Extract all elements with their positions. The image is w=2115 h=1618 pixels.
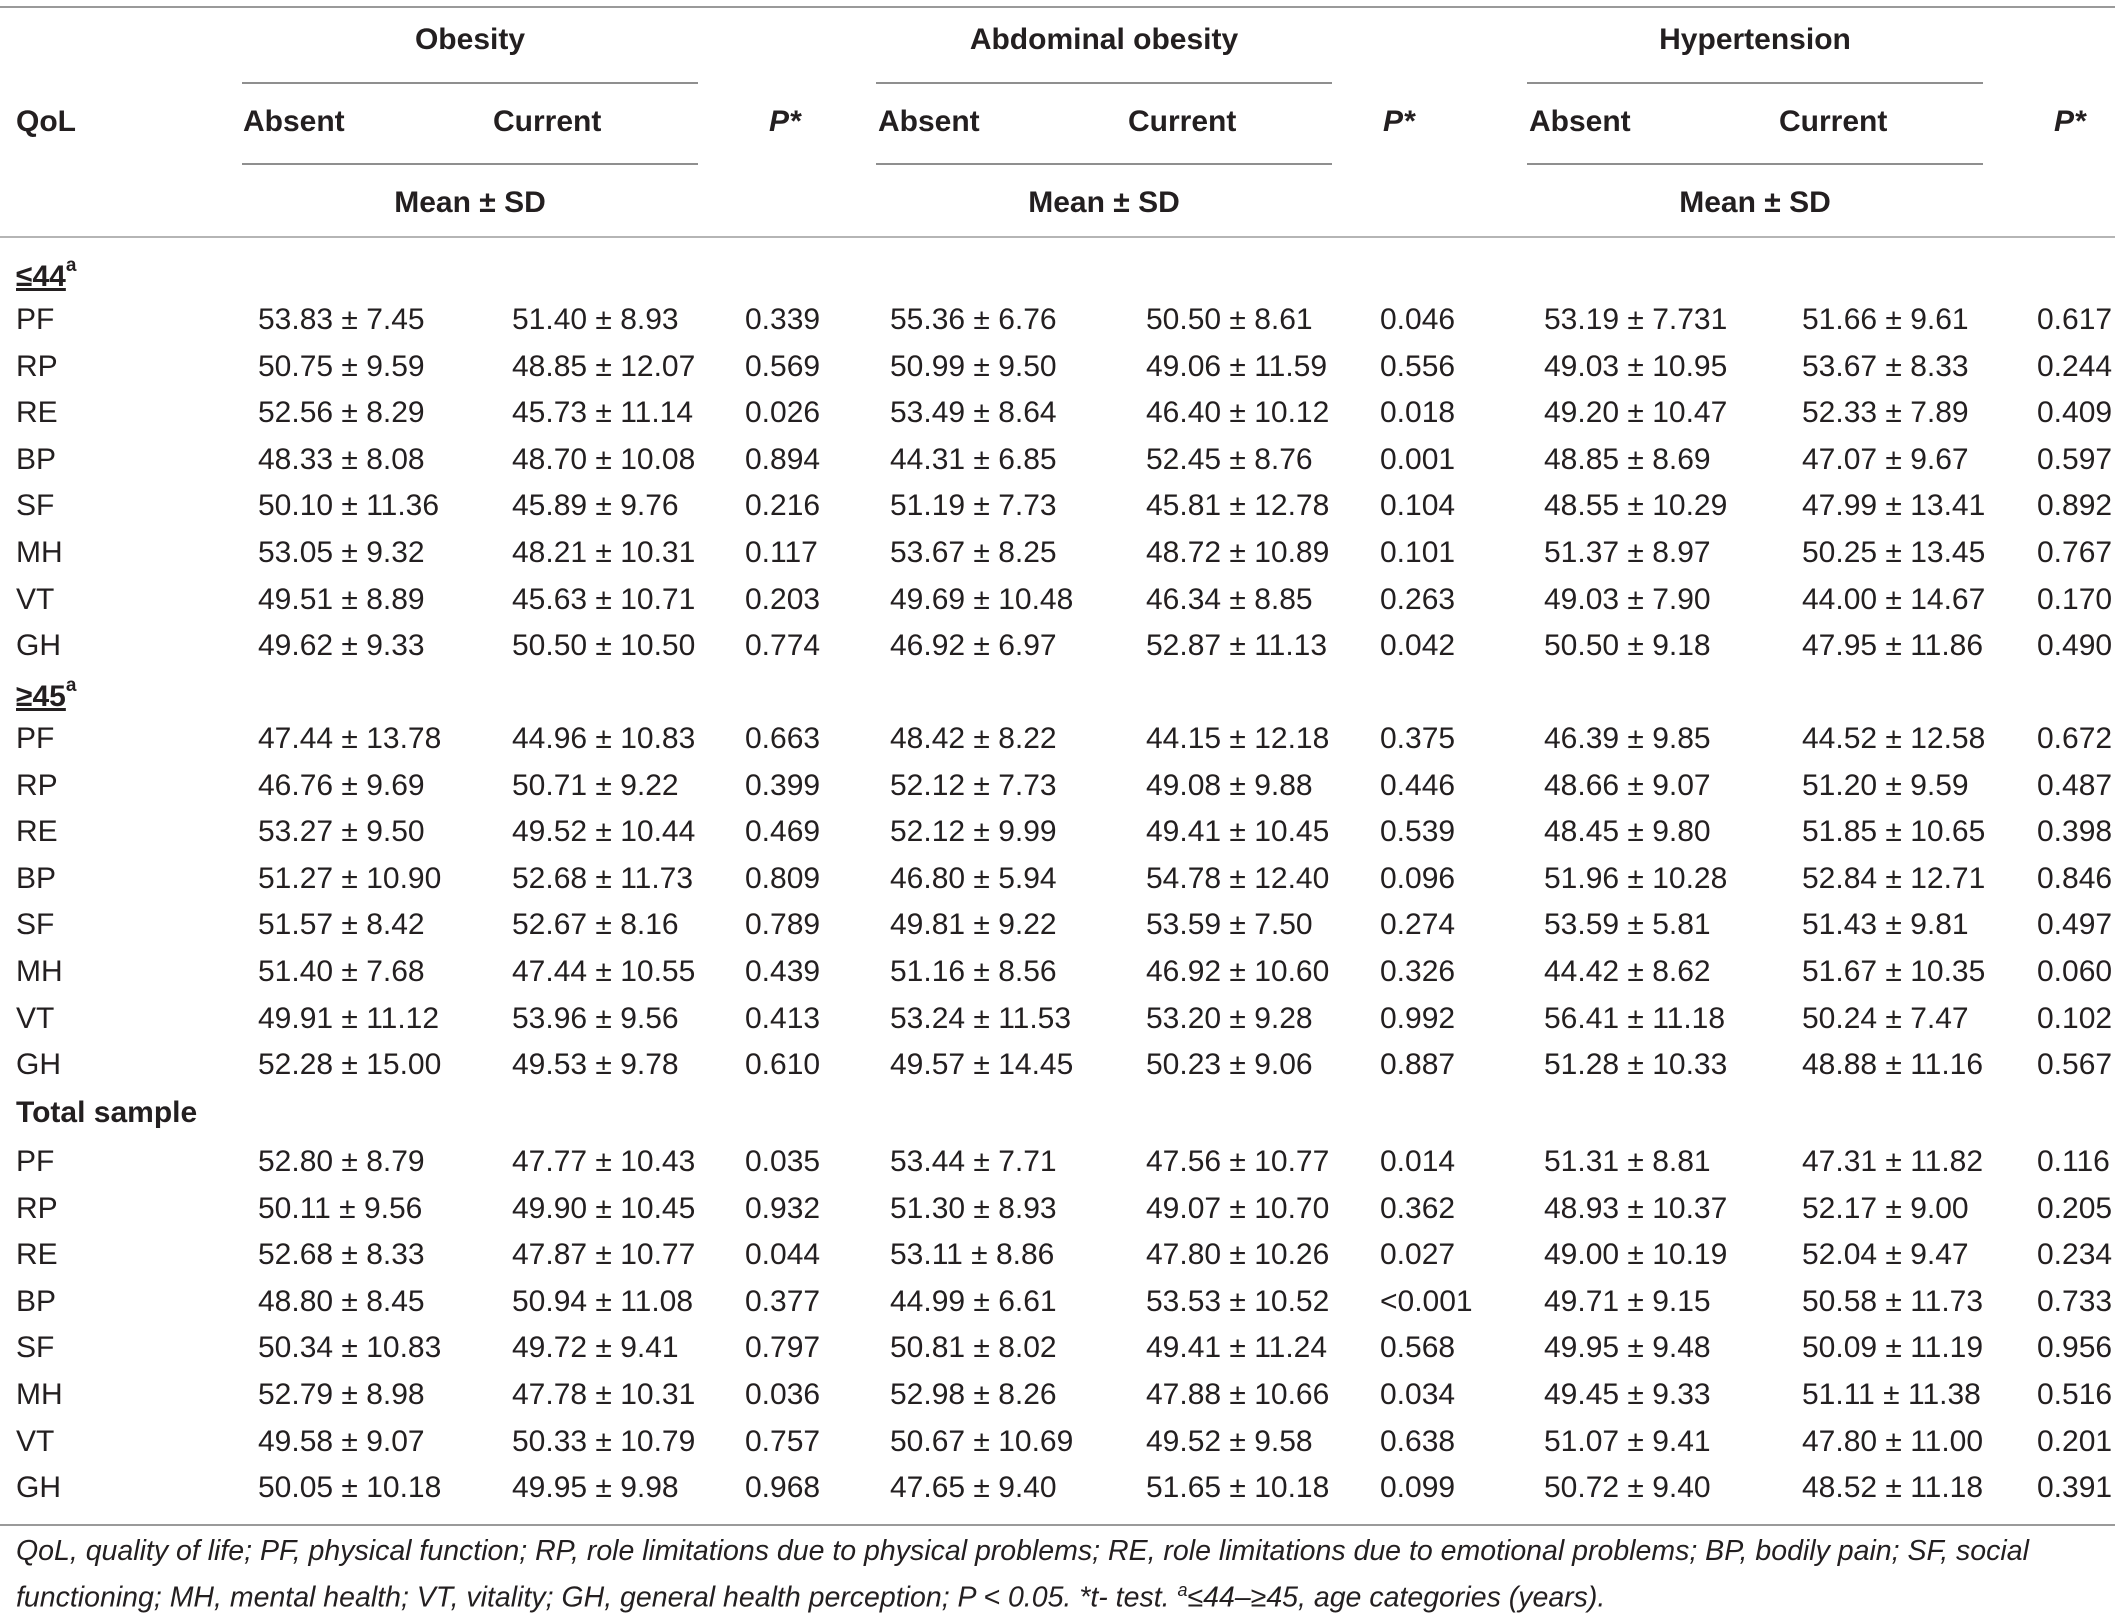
obesity-absent-cell: 52.28 ± 15.00 [258, 1048, 442, 1082]
hypertension-p-cell: 0.409 [2037, 396, 2113, 430]
group-header-obesity: Obesity [414, 23, 526, 56]
hypertension-current-cell: 52.04 ± 9.47 [1802, 1238, 1969, 1272]
qol-label-cell: MH [16, 536, 63, 569]
hypertension-absent-cell: 49.71 ± 9.15 [1544, 1284, 1711, 1318]
obesity-p-cell: 0.610 [745, 1048, 821, 1082]
abdominal-p-cell: 0.539 [1380, 815, 1456, 849]
hypertension-p-cell: 0.892 [2037, 489, 2113, 523]
obesity-p-cell: 0.469 [745, 815, 821, 849]
hypertension-current-cell: 51.67 ± 10.35 [1802, 955, 1986, 988]
abdominal-p-cell: <0.001 [1380, 1284, 1473, 1318]
table-top-rule [0, 6, 2115, 8]
obesity-absent-cell: 52.79 ± 8.98 [258, 1378, 425, 1411]
obesity-p-cell: 0.774 [745, 629, 821, 663]
abdominal-absent-cell: 49.57 ± 14.45 [890, 1048, 1074, 1082]
table-row [0, 1465, 2115, 1511]
obesity-current-cell: 52.68 ± 11.73 [512, 861, 694, 895]
abdominal-current-cell: 47.56 ± 10.77 [1146, 1145, 1330, 1178]
abdominal-absent-cell: 49.69 ± 10.48 [890, 582, 1074, 616]
abdominal-absent-cell: 46.80 ± 5.94 [890, 861, 1057, 895]
qol-label-cell: RE [16, 815, 58, 849]
obesity-absent-cell: 49.51 ± 8.89 [258, 582, 425, 616]
hypertension-absent-cell: 46.39 ± 9.85 [1544, 722, 1711, 755]
hypertension-p-cell: 0.497 [2037, 908, 2113, 942]
hypertension-absent-cell: 51.07 ± 9.41 [1544, 1424, 1711, 1458]
qol-label-cell: SF [16, 908, 55, 942]
obesity-p-cell: 0.035 [745, 1145, 821, 1178]
obesity-current-cell: 48.85 ± 12.07 [512, 349, 696, 383]
hypertension-absent-cell: 48.66 ± 9.07 [1544, 768, 1711, 802]
abdominal-absent-cell: 48.42 ± 8.22 [890, 722, 1057, 755]
obesity-p-cell: 0.203 [745, 582, 821, 616]
abdominal-absent-cell: 52.98 ± 8.26 [890, 1378, 1057, 1411]
hypertension-p-cell: 0.244 [2037, 349, 2113, 383]
abdominal-p-cell: 0.042 [1380, 629, 1456, 663]
group-rule-abdominal-obesity [876, 82, 1332, 84]
hypertension-p-cell: 0.956 [2037, 1331, 2113, 1365]
hypertension-absent-cell: 48.93 ± 10.37 [1544, 1191, 1728, 1225]
hypertension-current-cell: 52.84 ± 12.71 [1802, 861, 1986, 895]
abdominal-current-cell: 47.88 ± 10.66 [1146, 1378, 1330, 1411]
hypertension-p-cell: 0.398 [2037, 815, 2113, 849]
abdominal-current-cell: 48.72 ± 10.89 [1146, 536, 1330, 569]
mean-sd-header-obesity: Mean ± SD [394, 186, 546, 219]
abdominal-absent-header: Absent [878, 105, 980, 138]
obesity-absent-header: Absent [243, 105, 345, 138]
obesity-current-cell: 45.63 ± 10.71 [512, 582, 696, 616]
hypertension-current-cell: 47.80 ± 11.00 [1802, 1424, 1984, 1458]
hypertension-absent-cell: 48.85 ± 8.69 [1544, 442, 1711, 476]
qol-label-cell: RP [16, 768, 58, 802]
abdominal-absent-cell: 52.12 ± 7.73 [890, 768, 1057, 802]
abdominal-p-cell: 0.274 [1380, 908, 1456, 942]
obesity-p-cell: 0.932 [745, 1191, 821, 1225]
hypertension-current-cell: 48.52 ± 11.18 [1802, 1471, 1984, 1505]
group-header-abdominal-obesity: Abdominal obesity [969, 23, 1239, 56]
hypertension-current-cell: 52.33 ± 7.89 [1802, 396, 1969, 430]
obesity-current-cell: 49.90 ± 10.45 [512, 1191, 696, 1225]
obesity-p-cell: 0.117 [745, 536, 818, 569]
obesity-absent-cell: 50.75 ± 9.59 [258, 349, 425, 383]
hypertension-absent-cell: 51.31 ± 8.81 [1544, 1145, 1711, 1178]
abdominal-current-cell: 49.41 ± 11.24 [1146, 1331, 1328, 1365]
abdominal-current-cell: 51.65 ± 10.18 [1146, 1471, 1330, 1505]
abdominal-current-cell: 47.80 ± 10.26 [1146, 1238, 1330, 1272]
abdominal-p-cell: 0.375 [1380, 722, 1456, 755]
obesity-current-cell: 50.33 ± 10.79 [512, 1424, 696, 1458]
hypertension-absent-cell: 50.72 ± 9.40 [1544, 1471, 1711, 1505]
abdominal-absent-cell: 53.24 ± 11.53 [890, 1001, 1072, 1035]
obesity-absent-cell: 53.27 ± 9.50 [258, 815, 425, 849]
obesity-p-cell: 0.894 [745, 442, 821, 476]
abdominal-p-cell: 0.992 [1380, 1001, 1456, 1035]
obesity-absent-cell: 49.91 ± 11.12 [258, 1001, 440, 1035]
table-row [0, 623, 2115, 669]
qol-label-cell: MH [16, 1378, 63, 1411]
obesity-current-cell: 49.95 ± 9.98 [512, 1471, 679, 1505]
abdominal-p-cell: 0.034 [1380, 1378, 1456, 1411]
obesity-absent-cell: 48.80 ± 8.45 [258, 1284, 425, 1318]
obesity-current-cell: 45.73 ± 11.14 [512, 396, 694, 430]
obesity-p-cell: 0.757 [745, 1424, 821, 1458]
hypertension-p-cell: 0.234 [2037, 1238, 2113, 1272]
table-row [0, 856, 2115, 902]
hypertension-current-cell: 48.88 ± 11.16 [1802, 1048, 1984, 1082]
hypertension-p-cell: 0.567 [2037, 1048, 2113, 1082]
hypertension-p-cell: 0.116 [2037, 1145, 2110, 1178]
hypertension-p-cell: 0.205 [2037, 1191, 2113, 1225]
abdominal-p-cell: 0.027 [1380, 1238, 1456, 1272]
section-title-age-45: $\ge 45^a$ [16, 675, 77, 713]
obesity-current-header: Current [493, 105, 602, 138]
subgroup-rule-obesity [242, 163, 698, 165]
obesity-p-cell: 0.044 [745, 1238, 821, 1272]
abdominal-current-cell: 44.15 ± 12.18 [1146, 722, 1330, 755]
abdominal-absent-cell: 53.44 ± 7.71 [890, 1145, 1057, 1178]
obesity-absent-cell: 50.11 ± 9.56 [258, 1191, 423, 1225]
obesity-current-cell: 52.67 ± 8.16 [512, 908, 679, 942]
obesity-absent-cell: 53.05 ± 9.32 [258, 536, 425, 569]
abdominal-current-header: Current [1128, 105, 1237, 138]
abdominal-absent-cell: 47.65 ± 9.40 [890, 1471, 1057, 1505]
obesity-p-cell: 0.797 [745, 1331, 821, 1365]
table-row [0, 577, 2115, 623]
obesity-current-cell: 47.77 ± 10.43 [512, 1145, 696, 1178]
qol-label-cell: BP [16, 1284, 57, 1318]
obesity-absent-cell: 50.05 ± 10.18 [258, 1471, 442, 1505]
abdominal-absent-cell: 53.67 ± 8.25 [890, 536, 1057, 569]
hypertension-absent-cell: 49.45 ± 9.33 [1544, 1378, 1711, 1411]
hypertension-absent-cell: 56.41 ± 11.18 [1544, 1001, 1726, 1035]
hypertension-current-cell: 47.07 ± 9.67 [1802, 442, 1969, 476]
abdominal-p-cell: 0.018 [1380, 396, 1456, 430]
hypertension-current-cell: 50.58 ± 11.73 [1802, 1284, 1984, 1318]
abdominal-current-cell: 52.87 ± 11.13 [1146, 629, 1328, 663]
abdominal-absent-cell: 53.11 ± 8.86 [890, 1238, 1055, 1272]
hypertension-p-cell: 0.060 [2037, 955, 2113, 988]
obesity-absent-cell: 50.10 ± 11.36 [258, 489, 440, 523]
abdominal-absent-cell: 50.99 ± 9.50 [890, 349, 1057, 383]
abdominal-p-header: P* [1383, 105, 1415, 138]
header-bottom-rule [0, 236, 2115, 238]
hypertension-current-cell: 50.24 ± 7.47 [1802, 1001, 1969, 1035]
abdominal-current-cell: 46.40 ± 10.12 [1146, 396, 1330, 430]
table-row [0, 1186, 2115, 1232]
obesity-p-cell: 0.036 [745, 1378, 821, 1411]
obesity-current-cell: 47.44 ± 10.55 [512, 955, 696, 988]
hypertension-current-cell: 50.09 ± 11.19 [1802, 1331, 1984, 1365]
obesity-p-cell: 0.377 [745, 1284, 821, 1318]
qol-label-cell: PF [16, 303, 55, 336]
abdominal-current-cell: 45.81 ± 12.78 [1146, 489, 1330, 523]
table-row [0, 483, 2115, 529]
obesity-p-cell: 0.413 [745, 1001, 821, 1035]
obesity-absent-cell: 52.56 ± 8.29 [258, 396, 425, 430]
obesity-current-cell: 49.53 ± 9.78 [512, 1048, 679, 1082]
hypertension-absent-cell: 53.59 ± 5.81 [1544, 908, 1711, 942]
table-row [0, 1419, 2115, 1465]
hypertension-absent-cell: 51.37 ± 8.97 [1544, 536, 1711, 569]
hypertension-p-cell: 0.490 [2037, 629, 2113, 663]
hypertension-current-cell: 44.00 ± 14.67 [1802, 582, 1986, 616]
abdominal-absent-cell: 44.99 ± 6.61 [890, 1284, 1057, 1318]
obesity-absent-cell: 46.76 ± 9.69 [258, 768, 425, 802]
hypertension-absent-cell: 50.50 ± 9.18 [1544, 629, 1711, 663]
hypertension-current-cell: 51.43 ± 9.81 [1802, 908, 1969, 942]
hypertension-absent-header: Absent [1529, 105, 1631, 138]
hypertension-p-cell: 0.391 [2037, 1471, 2113, 1505]
qol-label-cell: VT [16, 1424, 55, 1458]
table-row [0, 763, 2115, 809]
hypertension-current-cell: 50.25 ± 13.45 [1802, 536, 1986, 569]
obesity-p-cell: 0.339 [745, 303, 821, 336]
obesity-absent-cell: 51.40 ± 7.68 [258, 955, 425, 988]
obesity-current-cell: 50.71 ± 9.22 [512, 768, 679, 802]
obesity-absent-cell: 49.58 ± 9.07 [258, 1424, 425, 1458]
table-row [0, 1139, 2115, 1185]
hypertension-absent-cell: 48.45 ± 9.80 [1544, 815, 1711, 849]
hypertension-current-cell: 52.17 ± 9.00 [1802, 1191, 1969, 1225]
qol-label-cell: PF [16, 1145, 55, 1178]
abdominal-absent-cell: 51.19 ± 7.73 [890, 489, 1057, 523]
hypertension-current-header: Current [1779, 105, 1888, 138]
obesity-p-cell: 0.809 [745, 861, 821, 895]
obesity-current-cell: 51.40 ± 8.93 [512, 303, 679, 336]
obesity-current-cell: 48.21 ± 10.31 [512, 536, 696, 569]
obesity-p-cell: 0.399 [745, 768, 821, 802]
abdominal-current-cell: 54.78 ± 12.40 [1146, 861, 1330, 895]
qol-label-cell: VT [16, 582, 55, 616]
subgroup-rule-abdominal-obesity [876, 163, 1332, 165]
obesity-absent-cell: 53.83 ± 7.45 [258, 303, 425, 336]
qol-label-cell: SF [16, 489, 55, 523]
qol-label-cell: BP [16, 861, 57, 895]
abdominal-p-cell: 0.556 [1380, 349, 1456, 383]
obesity-p-cell: 0.789 [745, 908, 821, 942]
abdominal-absent-cell: 46.92 ± 6.97 [890, 629, 1057, 663]
hypertension-current-cell: 44.52 ± 12.58 [1802, 722, 1986, 755]
obesity-absent-cell: 48.33 ± 8.08 [258, 442, 425, 476]
obesity-absent-cell: 47.44 ± 13.78 [258, 722, 442, 755]
abdominal-p-cell: 0.046 [1380, 303, 1456, 336]
hypertension-absent-cell: 51.28 ± 10.33 [1544, 1048, 1728, 1082]
subgroup-rule-hypertension [1527, 163, 1983, 165]
obesity-current-cell: 50.94 ± 11.08 [512, 1284, 694, 1318]
qol-label-cell: BP [16, 442, 57, 476]
obesity-p-header: P* [769, 105, 801, 138]
hypertension-current-cell: 51.66 ± 9.61 [1802, 303, 1969, 336]
obesity-p-cell: 0.439 [745, 955, 821, 988]
hypertension-p-cell: 0.201 [2037, 1424, 2113, 1458]
obesity-p-cell: 0.569 [745, 349, 821, 383]
hypertension-p-cell: 0.767 [2037, 536, 2113, 569]
table-row [0, 297, 2115, 343]
abdominal-p-cell: 0.568 [1380, 1331, 1456, 1365]
obesity-absent-cell: 52.80 ± 8.79 [258, 1145, 425, 1178]
hypertension-current-cell: 51.11 ± 11.38 [1802, 1378, 1981, 1411]
hypertension-p-cell: 0.846 [2037, 861, 2113, 895]
abdominal-absent-cell: 50.81 ± 8.02 [890, 1331, 1057, 1365]
obesity-p-cell: 0.216 [745, 489, 821, 523]
abdominal-absent-cell: 52.12 ± 9.99 [890, 815, 1057, 849]
table-row [0, 716, 2115, 762]
hypertension-p-cell: 0.597 [2037, 442, 2113, 476]
abdominal-p-cell: 0.887 [1380, 1048, 1456, 1082]
hypertension-current-cell: 47.99 ± 13.41 [1802, 489, 1986, 523]
hypertension-p-cell: 0.516 [2037, 1378, 2113, 1411]
abdominal-p-cell: 0.326 [1380, 955, 1456, 988]
hypertension-current-cell: 47.95 ± 11.86 [1802, 629, 1984, 663]
abdominal-current-cell: 50.50 ± 8.61 [1146, 303, 1313, 336]
mean-sd-header-hypertension: Mean ± SD [1679, 186, 1831, 219]
table-row [0, 996, 2115, 1042]
abdominal-current-cell: 53.20 ± 9.28 [1146, 1001, 1313, 1035]
obesity-current-cell: 45.89 ± 9.76 [512, 489, 679, 523]
obesity-current-cell: 47.78 ± 10.31 [512, 1378, 696, 1411]
table-row [0, 809, 2115, 855]
table-bottom-rule [0, 1524, 2115, 1526]
obesity-absent-cell: 49.62 ± 9.33 [258, 629, 425, 663]
table-row [0, 1042, 2115, 1088]
abdominal-current-cell: 53.59 ± 7.50 [1146, 908, 1313, 942]
qol-label-cell: PF [16, 722, 55, 755]
hypertension-p-cell: 0.487 [2037, 768, 2113, 802]
hypertension-p-header: P* [2054, 105, 2086, 138]
mean-sd-header-abdominal-obesity: Mean ± SD [1028, 186, 1180, 219]
hypertension-absent-cell: 51.96 ± 10.28 [1544, 861, 1728, 895]
abdominal-absent-cell: 51.16 ± 8.56 [890, 955, 1057, 988]
abdominal-current-cell: 46.34 ± 8.85 [1146, 582, 1313, 616]
abdominal-current-cell: 49.52 ± 9.58 [1146, 1424, 1313, 1458]
abdominal-current-cell: 49.08 ± 9.88 [1146, 768, 1313, 802]
qol-label-cell: RP [16, 349, 58, 383]
hypertension-current-cell: 47.31 ± 11.82 [1802, 1145, 1984, 1178]
table-row [0, 437, 2115, 483]
abdominal-p-cell: 0.101 [1380, 536, 1456, 569]
abdominal-p-cell: 0.638 [1380, 1424, 1456, 1458]
hypertension-absent-cell: 49.20 ± 10.47 [1544, 396, 1728, 430]
table-row [0, 1372, 2115, 1418]
qol-label-cell: VT [16, 1001, 55, 1035]
table-row [0, 1279, 2115, 1325]
abdominal-p-cell: 0.096 [1380, 861, 1456, 895]
obesity-current-cell: 49.72 ± 9.41 [512, 1331, 679, 1365]
qol-label-cell: GH [16, 1048, 61, 1082]
hypertension-absent-cell: 49.95 ± 9.48 [1544, 1331, 1711, 1365]
qol-label-cell: RP [16, 1191, 58, 1225]
abdominal-current-cell: 46.92 ± 10.60 [1146, 955, 1330, 988]
obesity-absent-cell: 50.34 ± 10.83 [258, 1331, 442, 1365]
abdominal-current-cell: 49.41 ± 10.45 [1146, 815, 1330, 849]
abdominal-absent-cell: 51.30 ± 8.93 [890, 1191, 1057, 1225]
hypertension-absent-cell: 48.55 ± 10.29 [1544, 489, 1728, 523]
abdominal-absent-cell: 49.81 ± 9.22 [890, 908, 1057, 942]
table-row [0, 344, 2115, 390]
abdominal-p-cell: 0.446 [1380, 768, 1456, 802]
table-row [0, 390, 2115, 436]
hypertension-absent-cell: 49.03 ± 7.90 [1544, 582, 1711, 616]
hypertension-current-cell: 51.85 ± 10.65 [1802, 815, 1986, 849]
abdominal-p-cell: 0.362 [1380, 1191, 1456, 1225]
hypertension-p-cell: 0.102 [2037, 1001, 2113, 1035]
abdominal-absent-cell: 50.67 ± 10.69 [890, 1424, 1074, 1458]
obesity-absent-cell: 51.27 ± 10.90 [258, 861, 442, 895]
abdominal-absent-cell: 55.36 ± 6.76 [890, 303, 1057, 336]
hypertension-p-cell: 0.170 [2037, 582, 2113, 616]
table-row [0, 902, 2115, 948]
obesity-p-cell: 0.663 [745, 722, 821, 755]
obesity-p-cell: 0.968 [745, 1471, 821, 1505]
group-rule-obesity [242, 82, 698, 84]
abdominal-p-cell: 0.099 [1380, 1471, 1456, 1505]
table-row [0, 530, 2115, 576]
section-title-age-44: $\le 44^a$ [16, 255, 77, 293]
obesity-p-cell: 0.026 [745, 396, 821, 430]
qol-label-cell: RE [16, 1238, 58, 1272]
abdominal-current-cell: 50.23 ± 9.06 [1146, 1048, 1313, 1082]
abdominal-p-cell: 0.263 [1380, 582, 1456, 616]
qol-label-cell: SF [16, 1331, 55, 1365]
abdominal-current-cell: 49.07 ± 10.70 [1146, 1191, 1330, 1225]
abdominal-current-cell: 53.53 ± 10.52 [1146, 1284, 1330, 1318]
hypertension-p-cell: 0.672 [2037, 722, 2113, 755]
table-row [0, 1232, 2115, 1278]
qol-label-cell: MH [16, 955, 63, 988]
section-title-total-sample: Total sample [16, 1096, 198, 1129]
qol-label-cell: GH [16, 1471, 61, 1505]
hypertension-absent-cell: 44.42 ± 8.62 [1544, 955, 1711, 988]
hypertension-absent-cell: 49.00 ± 10.19 [1544, 1238, 1728, 1272]
abdominal-p-cell: 0.001 [1380, 442, 1456, 476]
abdominal-p-cell: 0.014 [1380, 1145, 1456, 1178]
abdominal-current-cell: 49.06 ± 11.59 [1146, 349, 1328, 383]
obesity-current-cell: 47.87 ± 10.77 [512, 1238, 696, 1272]
hypertension-current-cell: 53.67 ± 8.33 [1802, 349, 1969, 383]
obesity-current-cell: 44.96 ± 10.83 [512, 722, 696, 755]
obesity-current-cell: 49.52 ± 10.44 [512, 815, 696, 849]
qol-label-cell: GH [16, 629, 61, 663]
obesity-current-cell: 48.70 ± 10.08 [512, 442, 696, 476]
table-row [0, 1325, 2115, 1371]
hypertension-current-cell: 51.20 ± 9.59 [1802, 768, 1969, 802]
group-rule-hypertension [1527, 82, 1983, 84]
abdominal-absent-cell: 53.49 ± 8.64 [890, 396, 1057, 430]
table-row [0, 949, 2115, 995]
obesity-absent-cell: 51.57 ± 8.42 [258, 908, 425, 942]
obesity-current-cell: 50.50 ± 10.50 [512, 629, 696, 663]
table-footnote: QoL, quality of life; PF, physical function; RP, role limitations due to physical problems; RE, role limitations due to emotional problems; BP, bodily pain; SF, social functioning; MH, mental health; VT, vitality; GH, general health perception; P < 0.05. *t- test. $^a$≤44–≥45, age categories (years). [16, 1535, 2029, 1614]
hypertension-absent-cell: 53.19 ± 7.731 [1544, 303, 1728, 336]
hypertension-p-cell: 0.617 [2037, 303, 2113, 336]
hypertension-p-cell: 0.733 [2037, 1284, 2113, 1318]
obesity-current-cell: 53.96 ± 9.56 [512, 1001, 679, 1035]
qol-header: QoL [16, 105, 76, 138]
abdominal-p-cell: 0.104 [1380, 489, 1456, 523]
abdominal-absent-cell: 44.31 ± 6.85 [890, 442, 1057, 476]
obesity-absent-cell: 52.68 ± 8.33 [258, 1238, 425, 1272]
hypertension-absent-cell: 49.03 ± 10.95 [1544, 349, 1728, 383]
abdominal-current-cell: 52.45 ± 8.76 [1146, 442, 1313, 476]
qol-label-cell: RE [16, 396, 58, 430]
group-header-hypertension: Hypertension [1659, 23, 1851, 56]
